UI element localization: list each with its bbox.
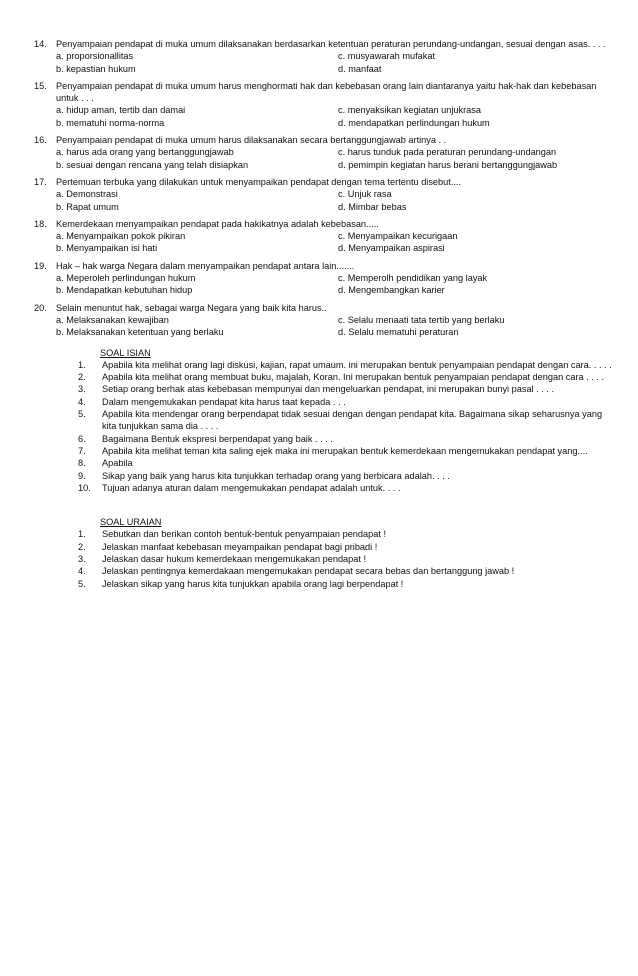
question-text: Penyampaian pendapat di muka umum harus dilaksanakan secara bertanggungjawab artinya . .: [56, 135, 447, 146]
list-item: [78, 359, 614, 371]
option-d: d. manfaat: [338, 63, 382, 74]
option-a: a. hidup aman, tertib dan damai: [56, 105, 186, 116]
item-text: Jelaskan dasar hukum kemerdekaan mengemukakan pendapat !: [102, 553, 367, 564]
question-14: [34, 38, 614, 75]
answer-options: [56, 146, 614, 171]
item-text: Apabila kita mendengar orang berpendapat tidak sesuai dengan dengan pendapat kita. Bagaimana sikap seharusnya yang kita tunjukkan sama dia . . . .: [102, 409, 603, 432]
option-c: c. Selalu menaati tata tertib yang berlaku: [338, 314, 505, 325]
question-number: 15.: [34, 80, 47, 91]
item-number: 2.: [78, 541, 86, 552]
soal-uraian-section: [78, 516, 614, 590]
option-a: a. Melaksanakan kewajiban: [56, 314, 169, 325]
option-a: a. proporsionallitas: [56, 51, 134, 62]
option-c: c. menyaksikan kegiatan unjukrasa: [338, 105, 481, 116]
item-text: Jelaskan pentingnya kemerdakaan mengemukakan pendapat secara bebas dan bertanggung jawab !: [102, 566, 515, 577]
option-d: d. Menyampaikan aspirasi: [338, 243, 445, 254]
question-text: Selain menuntut hak, sebagai warga Negara yang baik kita harus..: [56, 302, 327, 313]
item-number: 1.: [78, 359, 86, 370]
list-item: [78, 396, 614, 408]
soal-isian-section: [78, 347, 614, 495]
item-text: Apabila kita melihat orang lagi diskusi, kajian, rapat umaum. ini merupakan bentuk penyampaian pendapat dengan cara. . . . .: [102, 359, 612, 370]
answer-options: [56, 104, 614, 129]
question-18: [34, 218, 614, 255]
option-b: b. kepastian hukum: [56, 63, 136, 74]
question-text: Kemerdekaan menyampaikan pendapat pada hakikatnya adalah kebebasan.....: [56, 218, 379, 229]
option-c: c. harus tunduk pada peraturan perundang-undangan: [338, 147, 557, 158]
option-b: b. sesuai dengan rencana yang telah disiapkan: [56, 159, 249, 170]
list-item: [78, 565, 614, 577]
item-text: Sebutkan dan berikan contoh bentuk-bentuk penyampaian pendapat !: [102, 529, 387, 540]
question-number: 14.: [34, 39, 47, 49]
question-text: Hak – hak warga Negara dalam menyampaikan pendapat antara lain.......: [56, 260, 355, 271]
question-number: 16.: [34, 135, 47, 146]
option-c: c. Unjuk rasa: [338, 189, 392, 200]
list-item: [78, 528, 614, 540]
list-item: [78, 383, 614, 395]
exam-document: [34, 38, 614, 590]
option-c: c. Memperolh pendidikan yang layak: [338, 273, 488, 284]
list-item: [78, 457, 614, 469]
list-item: [78, 445, 614, 457]
item-text: Setiap orang berhak atas kebebasan mempunyai dan mengeluarkan pendapat, ini merupakan bunyi pasal . . . .: [102, 384, 555, 395]
option-a: a. Demonstrasi: [56, 189, 118, 200]
item-text: Apabila: [102, 458, 133, 469]
option-a: a. Meperoleh perlindungan hukum: [56, 273, 196, 284]
item-number: 4.: [78, 566, 86, 577]
option-a: a. Menyampaikan pokok pikiran: [56, 231, 186, 242]
answer-options: [56, 314, 614, 339]
answer-options: [56, 188, 614, 213]
list-item: [78, 482, 614, 494]
item-text: Jelaskan manfaat kebebasan meyampaikan pendapat bagi pribadi !: [102, 541, 378, 552]
question-20: [34, 302, 614, 339]
question-15: [34, 80, 614, 129]
answer-options: [56, 50, 614, 75]
question-16: [34, 134, 614, 171]
option-c: c. musyawarah mufakat: [338, 51, 436, 62]
option-b: b. Mendapatkan kebutuhan hidup: [56, 285, 193, 296]
option-b: b. Rapat umum: [56, 201, 119, 212]
item-number: 1.: [78, 529, 86, 540]
answer-options: [56, 272, 614, 297]
option-d: d. Mimbar bebas: [338, 201, 407, 212]
item-text: Dalam mengemukakan pendapat kita harus taat kepada . . .: [102, 396, 346, 407]
option-d: d. mendapatkan perlindungan hukum: [338, 117, 490, 128]
item-number: 9.: [78, 470, 86, 481]
option-b: b. mematuhi norma-norma: [56, 117, 165, 128]
list-item: [78, 371, 614, 383]
option-a: a. harus ada orang yang bertanggungjawab: [56, 147, 234, 158]
item-text: Apabila kita melihat teman kita saling ejek maka ini merupakan bentuk kemerdekaan mengemukakan pendapat yang....: [102, 445, 588, 456]
item-number: 4.: [78, 396, 86, 407]
item-text: Jelaskan sikap yang harus kita tunjukkan apabila orang lagi berpendapat !: [102, 578, 404, 589]
item-number: 2.: [78, 372, 86, 383]
option-b: b. Melaksanakan ketentuan yang berlaku: [56, 327, 224, 338]
question-17: [34, 176, 614, 213]
question-text: Pertemuan terbuka yang dilakukan untuk menyampaikan pendapat dengan tema tertentu disebut....: [56, 176, 462, 187]
option-b: b. Menyampaikan isi hati: [56, 243, 158, 254]
section-title: SOAL URAIAN: [100, 517, 162, 528]
list-item: [78, 433, 614, 445]
item-number: 7.: [78, 445, 86, 456]
option-c: c. Menyampaikan kecurigaan: [338, 231, 458, 242]
option-d: d. Mengembangkan karier: [338, 285, 445, 296]
section-title: SOAL ISIAN: [100, 347, 151, 358]
question-number: 17.: [34, 176, 47, 187]
list-item: [78, 408, 614, 433]
item-number: 10.: [78, 482, 91, 493]
item-number: 6.: [78, 433, 86, 444]
question-text: Penyampaian pendapat di muka umum dilaksanakan berdasarkan ketentuan peraturan perundang-undangan, sesuai dengan asas. . . .: [56, 39, 606, 49]
item-text: Sikap yang baik yang harus kita tunjukkan terhadap orang yang berbicara adalah. . . .: [102, 470, 450, 481]
item-number: 5.: [78, 578, 86, 589]
item-text: Bagaimana Bentuk ekspresi berpendapat yang baik . . . .: [102, 433, 333, 444]
item-number: 3.: [78, 553, 86, 564]
list-item: [78, 578, 614, 590]
spacer: [34, 494, 614, 508]
item-number: 5.: [78, 409, 86, 420]
answer-options: [56, 230, 614, 255]
question-number: 18.: [34, 218, 47, 229]
item-text: Tujuan adanya aturan dalam mengemukakan pendapat adalah untuk. . . .: [102, 482, 401, 493]
item-text: Apabila kita melihat orang membuat buku, majalah, Koran. Ini merupakan bentuk penyampaian pendapat dengan cara . . . .: [102, 372, 605, 383]
question-text: Penyampaian pendapat di muka umum harus menghormati hak dan kebebasan orang lain diantaranya yaitu hak-hak dan kebebasan untuk . . .: [56, 80, 597, 104]
multiple-choice-section: [34, 38, 614, 339]
question-19: [34, 260, 614, 297]
option-d: d. Selalu mematuhi peraturan: [338, 327, 459, 338]
option-d: d. pemimpin kegiatan harus berani bertanggungjawab: [338, 159, 558, 170]
list-item: [78, 470, 614, 482]
question-number: 20.: [34, 302, 47, 313]
item-number: 3.: [78, 384, 86, 395]
item-number: 8.: [78, 458, 86, 469]
list-item: [78, 553, 614, 565]
question-number: 19.: [34, 260, 47, 271]
list-item: [78, 541, 614, 553]
